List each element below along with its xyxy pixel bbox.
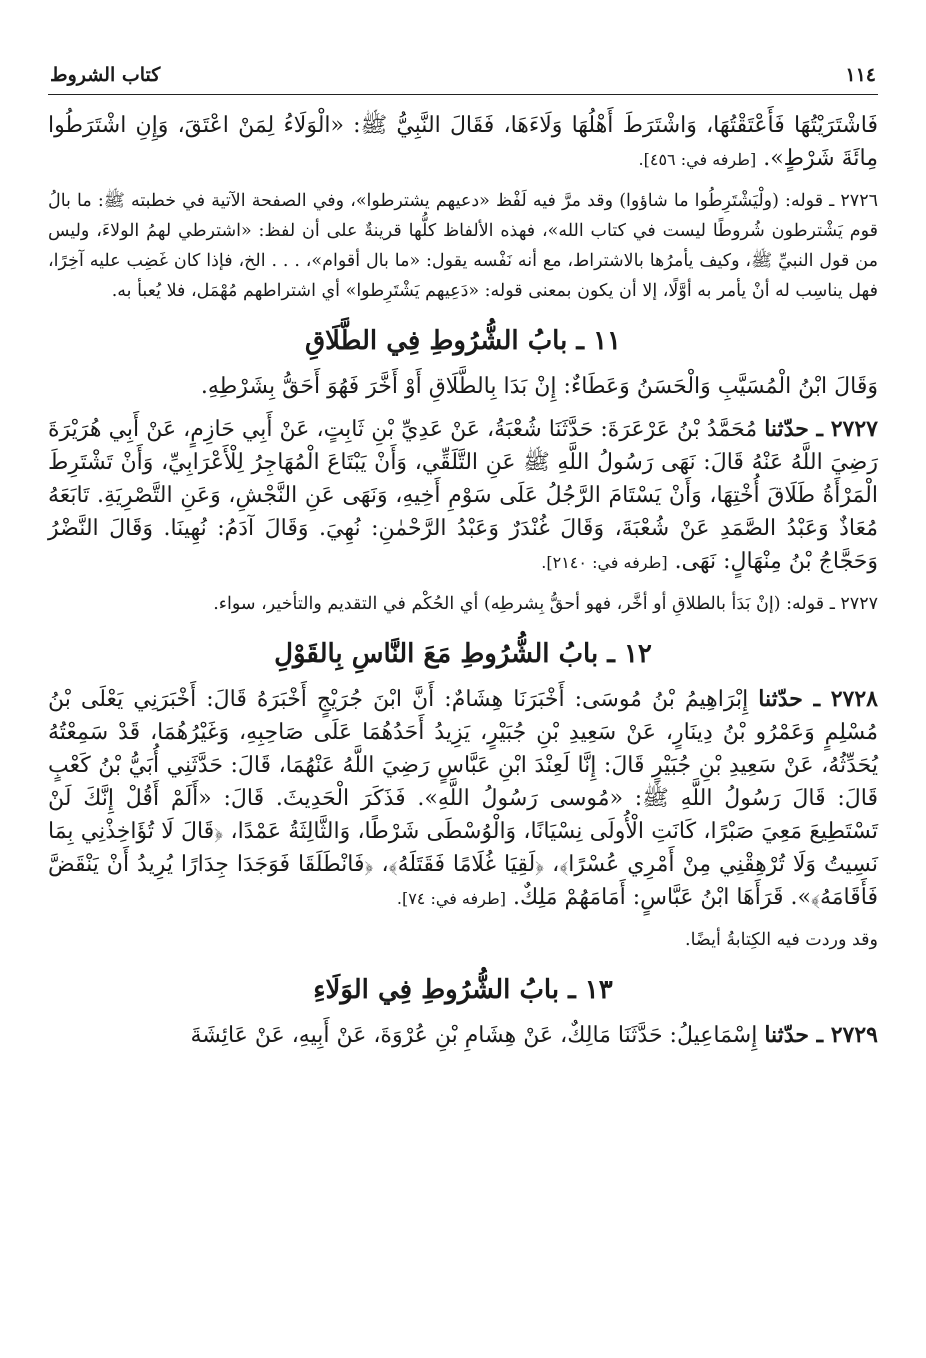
cross-reference: [طرفه في: ٧٤]. bbox=[396, 889, 506, 908]
hadith-number: ٢٧٢٨ ـ حدّثنا bbox=[758, 686, 878, 712]
page-number: ١١٤ bbox=[845, 64, 876, 86]
running-head bbox=[48, 64, 878, 94]
hadith-2729 bbox=[48, 1019, 878, 1052]
hadith-2727 bbox=[48, 413, 878, 579]
hadith-text: إِسْمَاعِيلُ: حَدَّثَنَا مَالِكٌ، عَنْ هِشَامِ بْنِ عُرْوَةَ، عَنْ أَبِيهِ، عَنْ عَائِشَةَ bbox=[190, 1023, 758, 1048]
commentary-2726: ٢٧٢٦ ـ قوله: (ولْيَشْتَرِطُوا ما شاؤوا) وقد مرَّ فيه لَفْظ «دعيهم يشترطوا»، وفي الصفحة الآتية في خطبته ﷺ: ما بالُ قوم يَشْترطون شُروطًا ليست في كتاب الله»، فهذه الألفاظ كلُّها قرينةٌ على أن لفظ: «اشترطي لهمُ الولاءَ، وليس من قول النبيِّ ﷺ، وكيف يأمرُها بالاشتراط، مع أنه نَفْسه يقول: «ما بال أقوام»، . . . الخ، فإذا كان غَضِب عليه آخِرًا، فهل يناسِب له أنْ يأمر به أوَّلًا، إلا أن يكون بمعنى قوله: «دَعِيهم يَشْتَرِطوا» أي اشتراطهم مُهْمَل، فلا يُعبأ به. bbox=[48, 191, 878, 301]
chapter-heading-11: ١١ ـ بابُ الشُّرُوطِ فِي الطَّلَاقِ bbox=[305, 326, 621, 356]
hadith-2728 bbox=[48, 683, 878, 915]
chapter-heading-13: ١٣ ـ بابُ الشُّرُوطِ فِي الوَلَاءِ bbox=[313, 975, 613, 1005]
header-rule bbox=[48, 94, 878, 95]
hadith-number: ٢٧٢٧ ـ حدّثنا bbox=[764, 416, 878, 442]
commentary-2728: وقد وردت فيه الكِتابةُ أيضًا. bbox=[685, 930, 878, 950]
hadith-text: فَاشْتَرَيْتُهَا فَأَعْتَقْتُهَا، وَاشْتَرَطَ أَهْلُهَا وَلَاءَهَا، فَقَالَ النَّبِيُّ ﷺ: «الْوَلَاءُ لِمَنْ اعْتَقَ، وَإِنِ اشْتَرَطُوا مِائَةَ شَرْطٍ». bbox=[48, 113, 878, 171]
chapter-11-intro: وَقَالَ ابْنُ الْمُسَيَّبِ وَالْحَسَنُ وَعَطَاءٌ: إِنْ بَدَا بِالطَّلَاقِ أَوْ أَخَّرَ فَهُوَ أَحَقُّ بِشَرْطِهِ. bbox=[200, 374, 878, 399]
hadith-text: مُحَمَّدُ بْنُ عَرْعَرَةَ: حَدَّثَنَا شُعْبَةُ، عَنْ عَدِيِّ بْنِ ثَابِتٍ، عَنْ أَبِي حَازِمٍ، عَنْ أَبِي هُرَيْرَةَ رَضِيَ اللَّهُ عَنْهُ قَالَ: نَهَى رَسُولُ اللَّهِ ﷺ عَنِ التَّلَقِّي، وَأَنْ يَبْتَاعَ الْمُهَاجِرُ لِلْأَعْرَابِيِّ، وَأَنْ تَشْتَرِطَ الْمَرْأَةُ طَلَاقَ أُخْتِهَا، وَأَنْ يَسْتَامَ الرَّجُلُ عَلَى سَوْمِ أَخِيهِ، وَنَهَى عَنِ النَّجْشِ، وَعَنِ التَّصْرِيَةِ. تَابَعَهُ مُعَاذٌ وَعَبْدُ الصَّمَدِ عَنْ شُعْبَةَ، وَقَالَ غُنْدَرٌ وَعَبْدُ الرَّحْمٰنِ: نُهِيَ. وَقَالَ آدَمُ: نُهِينَا. وَقَالَ النَّضْرُ وَحَجَّاجُ بْنُ مِنْهَالٍ: نَهَى. bbox=[48, 417, 878, 574]
hadith-continuation bbox=[48, 109, 878, 176]
commentary-2727: ٢٧٢٧ ـ قوله: (إنْ بَدَأ بالطلاقِ أو أخَّر، فهو أحقُّ بِشرطِه) أي الحُكْم في التقديم والتأخير، سواء. bbox=[213, 594, 878, 614]
hadith-number: ٢٧٢٩ ـ حدّثنا bbox=[764, 1022, 878, 1048]
book-title: كتاب الشروط bbox=[50, 64, 161, 86]
hadith-text: إِبْرَاهِيمُ بْنُ مُوسَى: أَخْبَرَنَا هِشَامٌ: أَنَّ ابْنَ جُرَيْجٍ أَخْبَرَهُ قَالَ: أَخْبَرَنِي يَعْلَى بْنُ مُسْلِمٍ وَعَمْرُو بْنُ دِينَارٍ، عَنْ سَعِيدِ بْنِ جُبَيْرٍ، يَزِيدُ أَحَدُهُمَا عَلَى صَاحِبِهِ، وَغَيْرُهُمَا، قَدْ سَمِعْتُهُ يُحَدِّثُهُ، عَنْ سَعِيدِ بْنِ جُبَيْرٍ قَالَ: إِنَّا لَعِنْدَ ابْنِ عَبَّاسٍ رَضِيَ اللَّهُ عَنْهُمَا، قَالَ: حَدَّثَنِي أُبَيُّ بْنُ كَعْبٍ قَالَ: قَالَ رَسُولُ اللَّهِ ﷺ: «مُوسى رَسُولُ اللَّهِ». فَذَكَرَ الْحَدِيثَ. قَالَ: «أَلَمْ أَقُلْ إِنَّكَ لَنْ تَسْتَطِيعَ مَعِيَ صَبْرًا، كَانَتِ الْأُولَى نِسْيَانًا، وَالْوُسْطَى شَرْطًا، وَالثَّالِثَةُ عَمْدًا، ﴿قَالَ لَا تُؤَاخِذْنِي بِمَا نَسِيتُ وَلَا تُرْهِقْنِي مِنْ أَمْرِي عُسْرًا﴾، ﴿لَقِيَا غُلَامًا فَقَتَلَهُ﴾، ﴿فَانْطَلَقَا فَوَجَدَا جِدَارًا يُرِيدُ أَنْ يَنْقَضَّ فَأَقَامَهُ﴾». قَرَأَهَا ابْنُ عَبَّاسٍ: أَمَامَهُمْ مَلِكٌ. bbox=[48, 687, 878, 910]
cross-reference: [طرفه في: ٤٥٦]. bbox=[638, 150, 757, 169]
chapter-heading-12: ١٢ ـ بابُ الشُّرُوطِ مَعَ النَّاسِ بِالقَوْلِ bbox=[274, 639, 652, 669]
cross-reference: [طرفه في: ٢١٤٠]. bbox=[541, 553, 668, 572]
